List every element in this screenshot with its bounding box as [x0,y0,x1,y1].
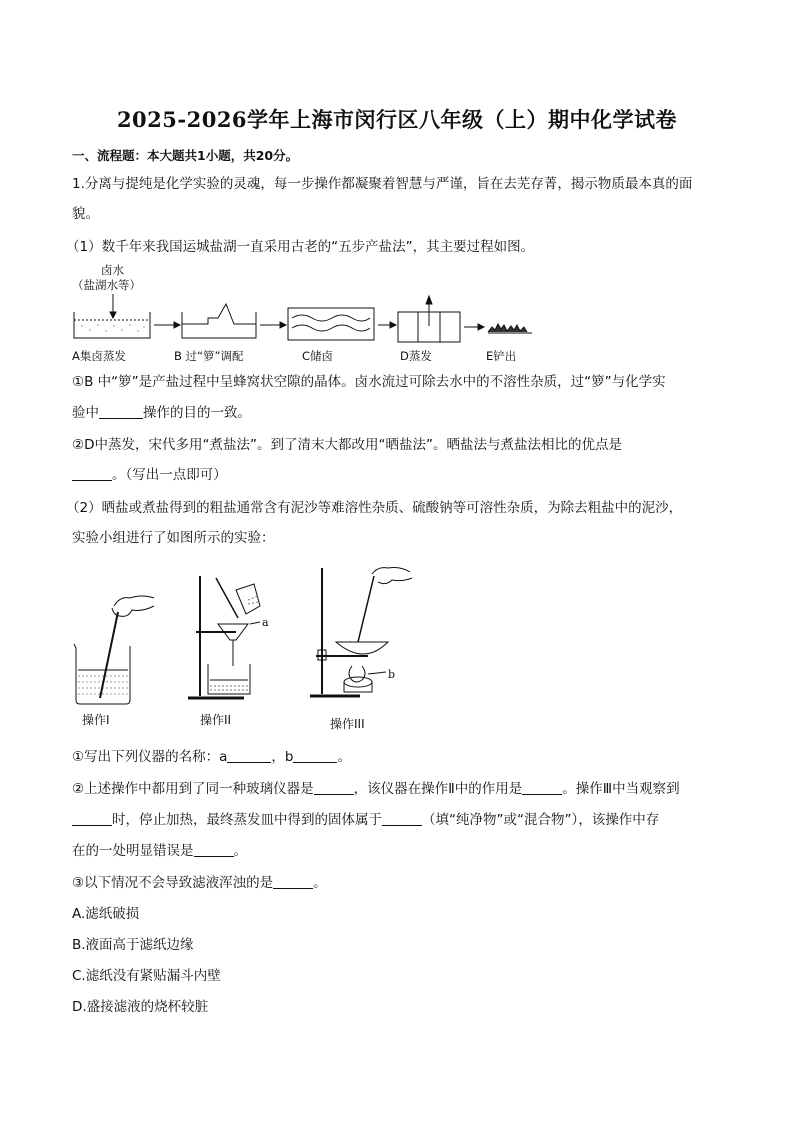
p2-2-text: ②上述操作中都用到了同一种玻璃仪器是 [72,781,314,797]
p2-2-text: ，该仪器在操作Ⅱ中的作用是 [353,781,523,797]
fig1-step-d: D蒸发 [400,349,432,363]
op1-label: 操作I [82,713,110,727]
p2-2-text: 时，停止加热，最终蒸发皿中得到的固体属于 [112,812,382,828]
answer-blank[interactable] [382,825,422,826]
p2-2-text: 。操作Ⅲ中当观察到 [562,781,680,797]
p2-2-line-3 [72,845,247,859]
answer-blank-a[interactable] [227,762,271,763]
p1-1-line-2-start: 验中 [72,405,99,421]
lab-operations-diagram [68,562,428,734]
p1-2-line-2-end: 。（写出一点即可） [112,467,227,483]
op3-label: 操作III [330,717,365,731]
instrument-label-a: a [262,616,269,629]
part-1-stem: （1）数千年来我国运城盐湖一直采用古老的“五步产盐法”，其主要过程如图。 [66,239,535,255]
section-header: 一、流程题：本大题共1小题，共20分。 [72,148,299,163]
p1-2-line-2 [72,469,227,483]
p2-1-text-b: ，b [271,749,294,765]
part-2-line-1: （2）晒盐或煮盐得到的粗盐通常含有泥沙等难溶性杂质、硫酸钠等可溶性杂质，为除去粗盐中的泥沙， [66,500,683,516]
answer-blank[interactable] [72,825,112,826]
question-intro-line-1: 1.分离与提纯是化学实验的灵魂，每一步操作都凝聚着智慧与严谨，旨在去芜存菁，揭示物质最本真的面 [72,176,693,192]
p2-2-text: （填“纯净物”或“混合物”），该操作中存 [422,812,660,828]
p2-2-line-2 [72,814,659,828]
fig1-source-label-1: 卤水 [101,263,124,277]
p1-1-line-1: ①B 中“箩”是产盐过程中呈蜂窝状空隙的晶体。卤水流过可除去水中的不溶性杂质，过“箩”与化学实 [72,374,666,390]
salt-process-diagram [70,260,540,370]
page-title: 2025-2026学年上海市闵行区八年级（上）期中化学试卷 [116,107,678,132]
question-intro-line-2: 貌。 [72,206,99,222]
answer-blank[interactable] [194,856,234,857]
p1-1-line-2-end: 操作的目的一致。 [143,405,251,421]
p2-3-text: ③以下情况不会导致滤液浑浊的是 [72,875,274,891]
option-d: D.盛接滤液的烧杯较脏 [72,999,209,1015]
fig1-step-c: C储卤 [302,349,334,363]
answer-blank[interactable] [522,794,562,795]
option-a: A.滤纸破损 [72,906,140,922]
op2-label: 操作II [200,713,232,727]
p2-1-end: 。 [337,749,351,765]
answer-blank[interactable] [314,794,354,795]
p2-3 [72,877,327,891]
answer-blank[interactable] [99,418,143,419]
p1-1-line-2 [72,407,251,421]
fig1-source-label-2: （盐湖水等） [72,278,141,292]
fig1-step-a: A集卤蒸发 [72,349,126,363]
p1-2-line-1: ②D中蒸发，宋代多用“煮盐法”。到了清末大都改用“晒盐法”。晒盐法与煮盐法相比的优点是 [72,437,622,453]
p2-2-end: 。 [233,843,247,859]
instrument-label-b: b [388,668,396,681]
fig1-step-e: E铲出 [486,349,517,363]
p2-1-text: ①写出下列仪器的名称：a [72,749,228,765]
p2-3-end: 。 [313,875,327,891]
answer-blank[interactable] [273,888,313,889]
option-c: C.滤纸没有紧贴漏斗内壁 [72,968,221,984]
answer-blank-b[interactable] [293,762,337,763]
part-2-line-2: 实验小组进行了如图所示的实验： [72,530,275,546]
p2-2-line-1 [72,783,680,797]
answer-blank[interactable] [72,480,112,481]
fig1-step-b: B 过“箩”调配 [174,349,244,363]
p2-1 [72,751,351,765]
p2-2-text: 在的一处明显错误是 [72,843,194,859]
option-b: B.液面高于滤纸边缘 [72,937,194,953]
